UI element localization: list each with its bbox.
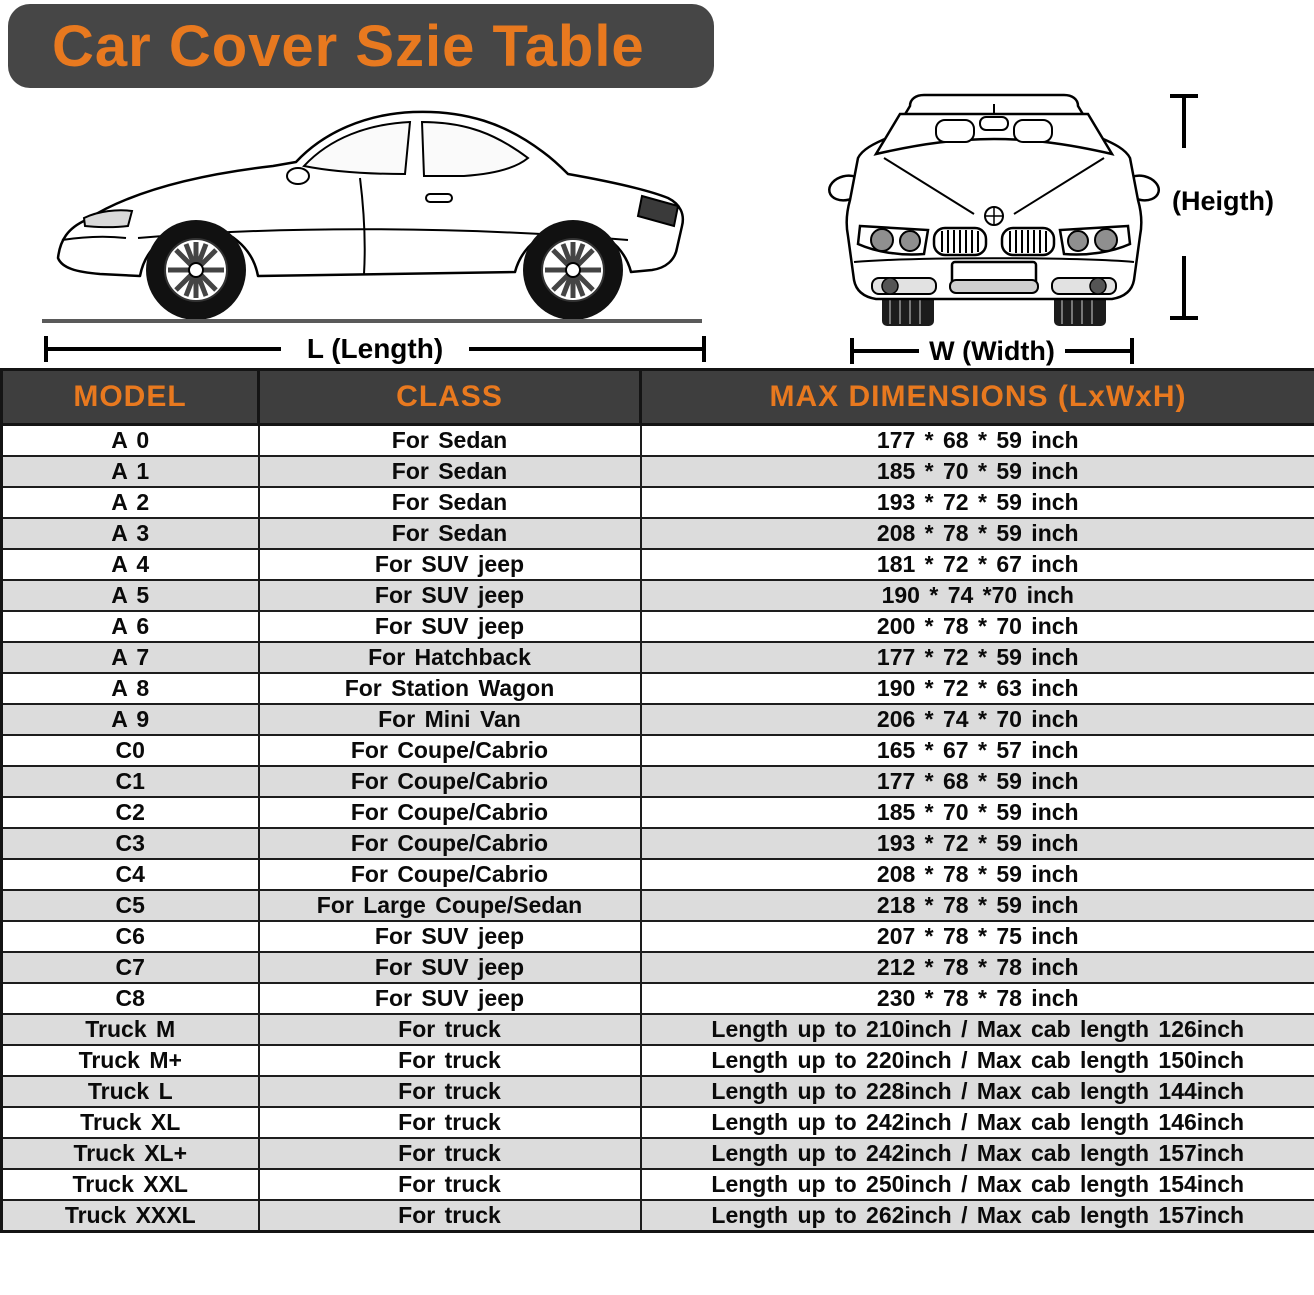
rearview-mirror-icon: [980, 117, 1008, 130]
headlight-icon: [84, 210, 132, 227]
headrest-icon: [1014, 120, 1052, 142]
dimensions-cell: 206 * 74 * 70 inch: [641, 704, 1314, 735]
dimensions-cell: 193 * 72 * 59 inch: [641, 487, 1314, 518]
width-label: W (Width): [929, 335, 1055, 366]
class-cell: For Coupe/Cabrio: [259, 859, 641, 890]
width-dimension: [850, 335, 1134, 366]
model-cell: A 6: [2, 611, 259, 642]
class-cell: For truck: [259, 1045, 641, 1076]
class-cell: For truck: [259, 1107, 641, 1138]
table-row: [2, 952, 1314, 983]
class-cell: For SUV jeep: [259, 580, 641, 611]
model-cell: A 8: [2, 673, 259, 704]
model-cell: Truck L: [2, 1076, 259, 1107]
model-cell: A 1: [2, 456, 259, 487]
dimension-line: [469, 347, 702, 351]
dimensions-cell: 181 * 72 * 67 inch: [641, 549, 1314, 580]
table-row: [2, 983, 1314, 1014]
table-row: [2, 828, 1314, 859]
dimensions-cell: 208 * 78 * 59 inch: [641, 518, 1314, 549]
model-cell: A 0: [2, 425, 259, 457]
table-row: [2, 1076, 1314, 1107]
class-cell: For truck: [259, 1200, 641, 1232]
dimensions-cell: 177 * 68 * 59 inch: [641, 425, 1314, 457]
dimensions-cell: 218 * 78 * 59 inch: [641, 890, 1314, 921]
dimensions-cell: Length up to 242inch / Max cab length 157inch: [641, 1138, 1314, 1169]
model-cell: C0: [2, 735, 259, 766]
model-cell: C8: [2, 983, 259, 1014]
dimensions-cell: Length up to 242inch / Max cab length 146inch: [641, 1107, 1314, 1138]
dimensions-cell: 207 * 78 * 75 inch: [641, 921, 1314, 952]
dimensions-cell: Length up to 262inch / Max cab length 157inch: [641, 1200, 1314, 1232]
dimension-tick: [1130, 338, 1134, 364]
model-cell: C2: [2, 797, 259, 828]
class-cell: For Station Wagon: [259, 673, 641, 704]
dimensions-cell: 177 * 72 * 59 inch: [641, 642, 1314, 673]
dimensions-cell: 193 * 72 * 59 inch: [641, 828, 1314, 859]
model-cell: A 9: [2, 704, 259, 735]
class-cell: For Mini Van: [259, 704, 641, 735]
size-table-body: [2, 425, 1314, 1232]
table-row: [2, 797, 1314, 828]
class-cell: For truck: [259, 1169, 641, 1200]
model-cell: Truck M: [2, 1014, 259, 1045]
column-header-model: MODEL: [2, 370, 259, 425]
class-cell: For SUV jeep: [259, 952, 641, 983]
dimensions-cell: 212 * 78 * 78 inch: [641, 952, 1314, 983]
dimensions-cell: 185 * 70 * 59 inch: [641, 797, 1314, 828]
table-row: [2, 1045, 1314, 1076]
car-side-view-illustration: [28, 90, 718, 322]
class-cell: For SUV jeep: [259, 921, 641, 952]
class-cell: For Hatchback: [259, 642, 641, 673]
dimension-tick: [1170, 316, 1198, 320]
table-row: [2, 704, 1314, 735]
class-cell: For Coupe/Cabrio: [259, 828, 641, 859]
table-row: [2, 1107, 1314, 1138]
length-dimension: [44, 333, 706, 364]
door-handle-icon: [426, 194, 452, 202]
dimensions-cell: Length up to 210inch / Max cab length 126inch: [641, 1014, 1314, 1045]
table-row: [2, 487, 1314, 518]
dimension-line: [1182, 94, 1186, 148]
dimensions-cell: Length up to 228inch / Max cab length 144inch: [641, 1076, 1314, 1107]
front-wheel-icon: [146, 220, 246, 320]
page-title: Car Cover Szie Table: [52, 13, 645, 79]
table-row: [2, 580, 1314, 611]
title-banner: [8, 4, 714, 88]
table-row: [2, 425, 1314, 457]
model-cell: A 2: [2, 487, 259, 518]
car-front-view-illustration: [824, 84, 1164, 329]
table-row: [2, 1200, 1314, 1232]
class-cell: For Coupe/Cabrio: [259, 735, 641, 766]
height-label: (Heigth): [1172, 186, 1274, 216]
table-row: [2, 735, 1314, 766]
brand-badge-icon: [985, 207, 1003, 225]
length-label: L (Length): [306, 333, 444, 364]
dimensions-cell: 177 * 68 * 59 inch: [641, 766, 1314, 797]
model-cell: Truck XXL: [2, 1169, 259, 1200]
dimensions-cell: 185 * 70 * 59 inch: [641, 456, 1314, 487]
dimensions-cell: 165 * 67 * 57 inch: [641, 735, 1314, 766]
table-row: [2, 1014, 1314, 1045]
side-mirror-icon: [287, 168, 309, 184]
table-row: [2, 890, 1314, 921]
class-cell: For Sedan: [259, 456, 641, 487]
model-cell: A 3: [2, 518, 259, 549]
model-cell: Truck XL+: [2, 1138, 259, 1169]
bumper-intake-icon: [872, 278, 1116, 294]
model-cell: C1: [2, 766, 259, 797]
class-cell: For Coupe/Cabrio: [259, 797, 641, 828]
model-cell: C3: [2, 828, 259, 859]
table-row: [2, 673, 1314, 704]
class-cell: For Large Coupe/Sedan: [259, 890, 641, 921]
dimensions-cell: 190 * 74 *70 inch: [641, 580, 1314, 611]
class-cell: For Sedan: [259, 487, 641, 518]
class-cell: For Coupe/Cabrio: [259, 766, 641, 797]
class-cell: For Sedan: [259, 425, 641, 457]
table-row: [2, 859, 1314, 890]
column-header-class: CLASS: [259, 370, 641, 425]
table-row: [2, 1169, 1314, 1200]
dimensions-cell: Length up to 220inch / Max cab length 150inch: [641, 1045, 1314, 1076]
table-row: [2, 642, 1314, 673]
dimensions-cell: 200 * 78 * 70 inch: [641, 611, 1314, 642]
model-cell: C6: [2, 921, 259, 952]
class-cell: For truck: [259, 1076, 641, 1107]
dimensions-cell: Length up to 250inch / Max cab length 154inch: [641, 1169, 1314, 1200]
dimension-line: [1182, 256, 1186, 316]
model-cell: C7: [2, 952, 259, 983]
ground-line: [42, 319, 702, 323]
class-cell: For truck: [259, 1014, 641, 1045]
height-dimension: [1138, 90, 1314, 326]
model-cell: Truck M+: [2, 1045, 259, 1076]
table-row: [2, 518, 1314, 549]
dimension-line: [1065, 349, 1130, 353]
table-row: [2, 921, 1314, 952]
dimensions-cell: 190 * 72 * 63 inch: [641, 673, 1314, 704]
rear-wheel-icon: [523, 220, 623, 320]
table-row: [2, 549, 1314, 580]
model-cell: A 5: [2, 580, 259, 611]
model-cell: C5: [2, 890, 259, 921]
model-cell: C4: [2, 859, 259, 890]
class-cell: For Sedan: [259, 518, 641, 549]
model-cell: A 7: [2, 642, 259, 673]
model-cell: Truck XL: [2, 1107, 259, 1138]
column-header-dimensions: MAX DIMENSIONS (LxWxH): [641, 370, 1314, 425]
dimension-line: [854, 349, 919, 353]
table-row: [2, 611, 1314, 642]
class-cell: For SUV jeep: [259, 611, 641, 642]
class-cell: For truck: [259, 1138, 641, 1169]
table-row: [2, 1138, 1314, 1169]
dimensions-cell: 230 * 78 * 78 inch: [641, 983, 1314, 1014]
dimensions-cell: 208 * 78 * 59 inch: [641, 859, 1314, 890]
table-header-row: [2, 370, 1314, 425]
headrest-icon: [936, 120, 974, 142]
size-table: [0, 368, 1314, 1233]
model-cell: A 4: [2, 549, 259, 580]
dimension-line: [48, 347, 281, 351]
class-cell: For SUV jeep: [259, 549, 641, 580]
table-row: [2, 766, 1314, 797]
class-cell: For SUV jeep: [259, 983, 641, 1014]
table-row: [2, 456, 1314, 487]
model-cell: Truck XXXL: [2, 1200, 259, 1232]
dimension-tick: [702, 336, 706, 362]
